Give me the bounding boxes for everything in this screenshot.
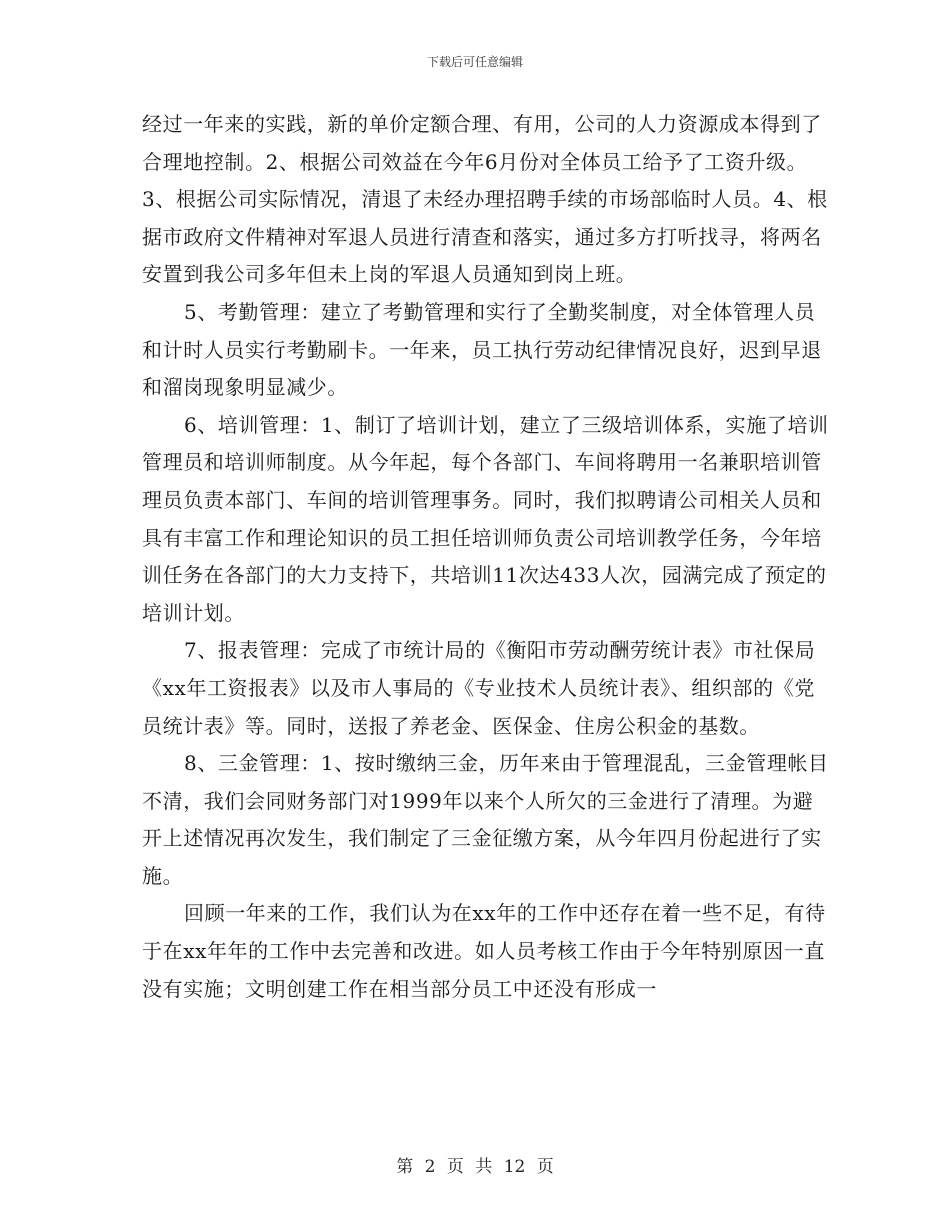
- document-body: [142, 106, 832, 1008]
- paragraph-report-management: 7、报表管理：完成了市统计局的《衡阳市劳动酬劳统计表》市社保局《xx年工资报表》以及市人事局的《专业技术人员统计表》、组织部的《党员统计表》等。同时，送报了养老金、医保金、住房公积金的基数。: [142, 638, 816, 738]
- paragraph-training-management: 6、培训管理：1、制订了培训计划，建立了三级培训体系，实施了培训管理员和培训师制度。从今年起，每个各部门、车间将聘用一名兼职培训管理员负责本部门、车间的培训管理事务。同时，我们拟聘请公司相关人员和具有丰富工作和理论知识的员工担任培训师负责公司培训教学任务，今年培训任务在各部门的大力支持下，共培训11次达433人次，园满完成了预定的培训计划。: [142, 412, 829, 625]
- paragraph-attendance-management: 5、考勤管理：建立了考勤管理和实行了全勤奖制度，对全体管理人员和计时人员实行考勤刷卡。一年来，员工执行劳动纪律情况良好，迟到早退和溜岗现象明显减少。: [142, 299, 822, 400]
- paragraph-review-shortcomings: 回顾一年来的工作，我们认为在xx年的工作中还存在着一些不足，有待于在xx年年的工作中去完善和改进。如人员考核工作由于今年特别原因一直没有实施；文明创建工作在相当部分员工中还没有形成一: [142, 901, 826, 1001]
- paragraph-three-funds-management: 8、三金管理：1、按时缴纳三金，历年来由于管理混乱，三金管理帐目不清，我们会同财务部门对1999年以来个人所欠的三金进行了清理。为避开上述情况再次发生，我们制定了三金征缴方案，从今年四月份起进行了实施。: [142, 751, 829, 888]
- page-number-footer: 第 2 页 共 12 页: [396, 1157, 554, 1177]
- page-header-note: 下载后可任意编辑: [426, 55, 523, 69]
- paragraph-staffing-continued: 经过一年来的实践，新的单价定额合理、有用，公司的人力资源成本得到了合理地控制。2、根据公司效益在今年6月份对全体员工给予了工资升级。3、根据公司实际情况，清退了未经办理招聘手续的市场部临时人员。4、根据市政府文件精神对军退人员进行清查和落实，通过多方打听找寻，将两名安置到我公司多年但未上岗的军退人员通知到岗上班。: [142, 112, 828, 287]
